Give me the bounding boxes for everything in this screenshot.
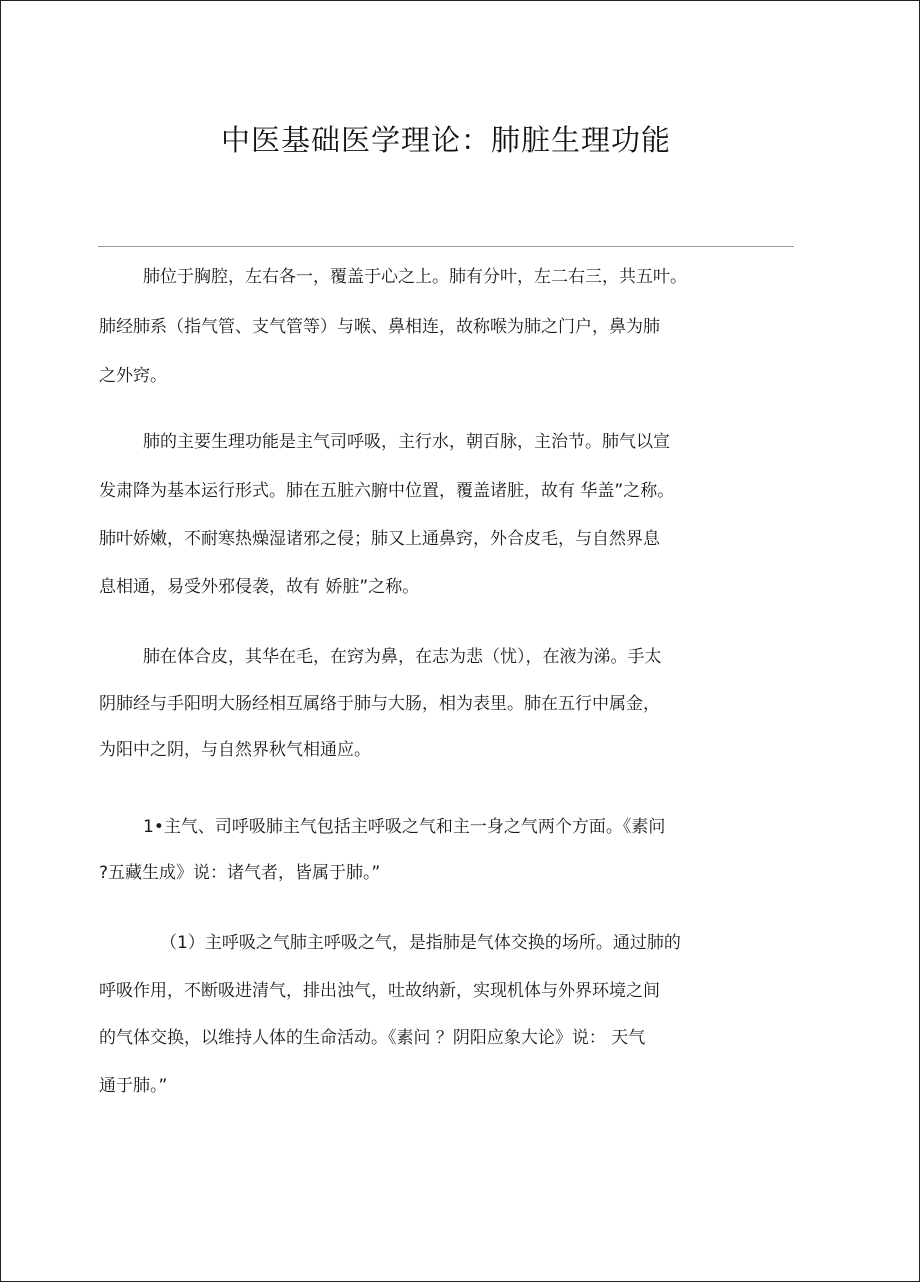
paragraph-5-line-4: 通于肺。” [99,1076,168,1096]
paragraph-3-line-1: 肺在体合皮，其华在毛，在窍为鼻，在志为悲（忧），在液为涕。手太 [143,647,662,667]
paragraph-2-line-3: 肺叶娇嫩，不耐寒热燥湿诸邪之侵；肺又上通鼻窍，外合皮毛，与自然界息 [99,529,660,549]
paragraph-1-line-2: 肺经肺系（指气管、支气管等）与喉、鼻相连，故称喉为肺之门户，鼻为肺 [99,317,660,337]
paragraph-4-line-2: ?五藏生成》说：诸气者，皆属于肺。” [99,863,381,883]
paragraph-1-line-1: 肺位于胸腔，左右各一，覆盖于心之上。肺有分叶，左二右三，共五叶。 [143,267,687,287]
paragraph-4-line-1: 1•主气、司呼吸肺主气包括主呼吸之气和主一身之气两个方面。《素问 [143,817,666,837]
paragraph-2-line-2: 发肃降为基本运行形式。肺在五脏六腑中位置，覆盖诸脏，故有 华盖”之称。 [99,481,675,501]
paragraph-5-line-3: 的气体交换，以维持人体的生命活动。《素问 ？阴阳应象大论》说： 天气 [99,1028,646,1048]
paragraph-5-line-1: （1）主呼吸之气肺主呼吸之气，是指肺是气体交换的场所。通过肺的 [160,933,681,953]
paragraph-3-line-3: 为阳中之阴，与自然界秋气相通应。 [99,740,371,760]
paragraph-5-line-2: 呼吸作用，不断吸进清气，排出浊气，吐故纳新，实现机体与外界环境之间 [99,981,660,1001]
paragraph-2-line-4: 息相通，易受外邪侵袭，故有 娇脏”之称。 [99,577,420,597]
paragraph-3-line-2: 阴肺经与手阳明大肠经相互属络于肺与大肠，相为表里。肺在五行中属金， [99,694,660,714]
title-divider [98,246,794,247]
paragraph-2-line-1: 肺的主要生理功能是主气司呼吸，主行水，朝百脉，主治节。肺气以宣 [143,432,670,452]
document-title: 中医基础医学理论：肺脏生理功能 [220,123,671,157]
paragraph-1-line-3: 之外窍。 [99,366,167,386]
